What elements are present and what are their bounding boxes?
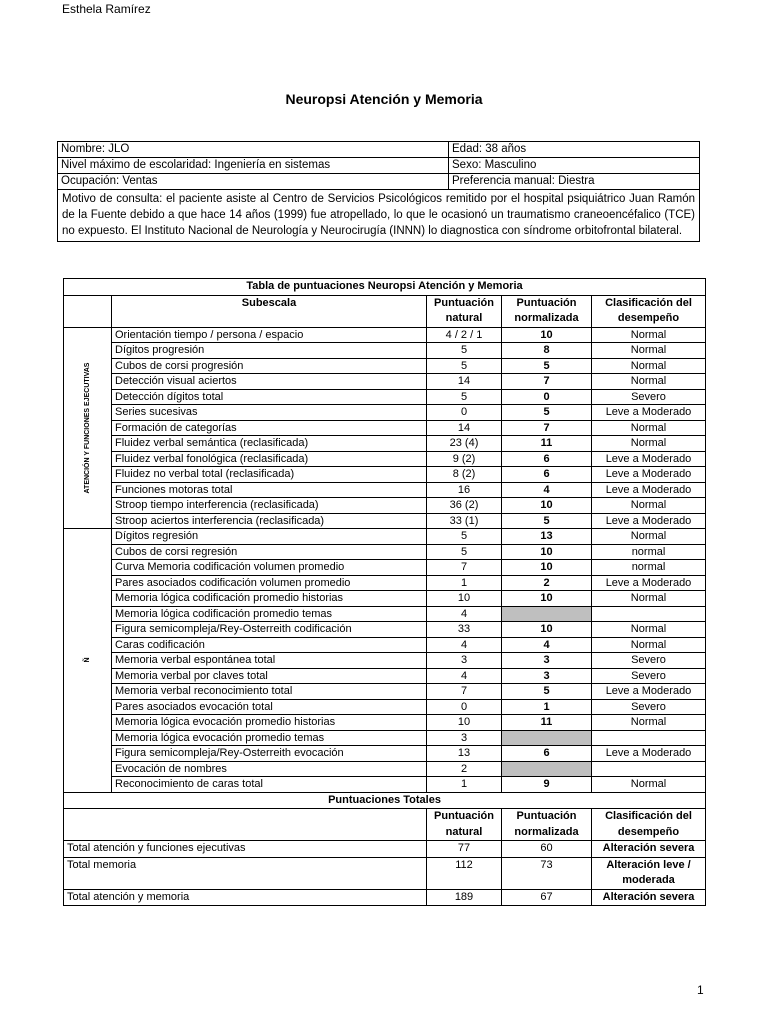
subscale-name: Memoria lógica evocación promedio temas: [112, 730, 427, 746]
table-row: [64, 560, 706, 576]
classification: Normal: [592, 622, 706, 638]
memory-group-label: Ñ: [83, 657, 91, 663]
subscale-name: Detección visual aciertos: [112, 374, 427, 390]
raw-score: 7: [427, 684, 502, 700]
table-row: [64, 761, 706, 777]
table-row: [64, 389, 706, 405]
total-name: Total memoria: [64, 857, 427, 889]
raw-score: 14: [427, 374, 502, 390]
table-row: [64, 544, 706, 560]
raw-score: 33: [427, 622, 502, 638]
table-row: [64, 358, 706, 374]
normalized-score: 3: [502, 668, 592, 684]
table-row: [64, 606, 706, 622]
normalized-score: 5: [502, 405, 592, 421]
classification: Leve a Moderado: [592, 684, 706, 700]
subscale-name: Fluidez verbal fonológica (reclasificada): [112, 451, 427, 467]
normalized-score: 4: [502, 482, 592, 498]
raw-score: 5: [427, 544, 502, 560]
total-name: Total atención y funciones ejecutivas: [64, 841, 427, 858]
subscale-name: Fluidez no verbal total (reclasificada): [112, 467, 427, 483]
normalized-score: 7: [502, 420, 592, 436]
subscale-name: Memoria verbal reconocimiento total: [112, 684, 427, 700]
classification: Normal: [592, 358, 706, 374]
table-row: [64, 529, 706, 545]
subscale-name: Memoria lógica evocación promedio historias: [112, 715, 427, 731]
classification: Normal: [592, 715, 706, 731]
normalized-score: 6: [502, 451, 592, 467]
normalized-score: 6: [502, 467, 592, 483]
normalized-score: 6: [502, 746, 592, 762]
subscale-name: Pares asociados evocación total: [112, 699, 427, 715]
normalized-score: 13: [502, 529, 592, 545]
subscale-name: Funciones motoras total: [112, 482, 427, 498]
classification: normal: [592, 560, 706, 576]
header-raw-score: Puntuación natural: [427, 295, 502, 327]
attention-group: [64, 327, 112, 529]
normalized-score: 9: [502, 777, 592, 793]
header-normalized-score: Puntuación normalizada: [502, 295, 592, 327]
subscale-name: Formación de categorías: [112, 420, 427, 436]
normalized-score: [502, 730, 592, 746]
raw-score: 2: [427, 761, 502, 777]
raw-score: 9 (2): [427, 451, 502, 467]
normalized-score: [502, 761, 592, 777]
raw-score: 7: [427, 560, 502, 576]
patient-handedness: Preferencia manual: Diestra: [449, 174, 700, 190]
classification: [592, 606, 706, 622]
subscale-name: Pares asociados codificación volumen promedio: [112, 575, 427, 591]
total-classification: Alteración severa: [592, 889, 706, 906]
normalized-score: 10: [502, 591, 592, 607]
table-row: [64, 684, 706, 700]
raw-score: 4: [427, 637, 502, 653]
total-name: Total atención y memoria: [64, 889, 427, 906]
raw-score: 13: [427, 746, 502, 762]
normalized-score: 11: [502, 436, 592, 452]
subscale-name: Memoria verbal por claves total: [112, 668, 427, 684]
total-normalized-score: 67: [502, 889, 592, 906]
classification: Leve a Moderado: [592, 513, 706, 529]
raw-score: 8 (2): [427, 467, 502, 483]
raw-score: 14: [427, 420, 502, 436]
subscale-name: Series sucesivas: [112, 405, 427, 421]
normalized-score: 3: [502, 653, 592, 669]
classification: Severo: [592, 653, 706, 669]
table-row: [64, 451, 706, 467]
subscale-name: Cubos de corsi progresión: [112, 358, 427, 374]
normalized-score: 4: [502, 637, 592, 653]
total-raw-score: 189: [427, 889, 502, 906]
total-normalized-score: 73: [502, 857, 592, 889]
table-row: [64, 482, 706, 498]
subscale-name: Curva Memoria codificación volumen promedio: [112, 560, 427, 576]
author-name: Esthela Ramírez: [62, 2, 151, 16]
table-row: [64, 513, 706, 529]
table-row: [64, 575, 706, 591]
raw-score: 3: [427, 653, 502, 669]
raw-score: 0: [427, 699, 502, 715]
header-classification: Clasificación del desempeño: [592, 295, 706, 327]
classification: Leve a Moderado: [592, 482, 706, 498]
normalized-score: 7: [502, 374, 592, 390]
table-row: [64, 436, 706, 452]
raw-score: 4: [427, 606, 502, 622]
table-row: [64, 715, 706, 731]
raw-score: 10: [427, 715, 502, 731]
patient-info-table: [57, 141, 700, 242]
classification: Normal: [592, 529, 706, 545]
raw-score: 4: [427, 668, 502, 684]
classification: Severo: [592, 389, 706, 405]
raw-score: 4 / 2 / 1: [427, 327, 502, 343]
subscale-name: Figura semicompleja/Rey-Osterreith evocación: [112, 746, 427, 762]
subscale-name: Orientación tiempo / persona / espacio: [112, 327, 427, 343]
subscale-name: Memoria lógica codificación promedio temas: [112, 606, 427, 622]
classification: Normal: [592, 591, 706, 607]
classification: Normal: [592, 637, 706, 653]
table-row: [64, 498, 706, 514]
patient-name: Nombre: JLO: [58, 142, 449, 158]
table-row: [64, 637, 706, 653]
subscale-name: Dígitos progresión: [112, 343, 427, 359]
raw-score: 36 (2): [427, 498, 502, 514]
page-number: 1: [697, 983, 704, 997]
normalized-score: 5: [502, 358, 592, 374]
raw-score: 5: [427, 529, 502, 545]
normalized-score: 10: [502, 498, 592, 514]
total-classification: Alteración leve / moderada: [592, 857, 706, 889]
totals-header-blank: [64, 809, 427, 841]
classification: normal: [592, 544, 706, 560]
classification: Normal: [592, 374, 706, 390]
table-row: [64, 420, 706, 436]
table-row: [64, 327, 706, 343]
total-classification: Alteración severa: [592, 841, 706, 858]
total-raw-score: 112: [427, 857, 502, 889]
subscale-name: Stroop tiempo interferencia (reclasificada): [112, 498, 427, 514]
classification: Leve a Moderado: [592, 575, 706, 591]
table-row: [64, 777, 706, 793]
normalized-score: 11: [502, 715, 592, 731]
subscale-name: Memoria verbal espontánea total: [112, 653, 427, 669]
totals-row: [64, 841, 706, 858]
table-row: [64, 730, 706, 746]
scores-table-title: Tabla de puntuaciones Neuropsi Atención y Memoria: [64, 279, 706, 296]
classification: Severo: [592, 699, 706, 715]
table-row: [64, 405, 706, 421]
header-blank-cell: [64, 295, 112, 327]
subscale-name: Caras codificación: [112, 637, 427, 653]
subscale-name: Stroop aciertos interferencia (reclasificada): [112, 513, 427, 529]
table-row: [64, 622, 706, 638]
subscale-name: Cubos de corsi regresión: [112, 544, 427, 560]
classification: Normal: [592, 343, 706, 359]
normalized-score: 1: [502, 699, 592, 715]
patient-occupation: Ocupación: Ventas: [58, 174, 449, 190]
classification: Leve a Moderado: [592, 405, 706, 421]
normalized-score: 5: [502, 684, 592, 700]
total-raw-score: 77: [427, 841, 502, 858]
classification: Leve a Moderado: [592, 451, 706, 467]
normalized-score: 10: [502, 327, 592, 343]
subscale-name: Figura semicompleja/Rey-Osterreith codificación: [112, 622, 427, 638]
raw-score: 5: [427, 389, 502, 405]
classification: Leve a Moderado: [592, 467, 706, 483]
memory-group: [64, 529, 112, 793]
totals-title: Puntuaciones Totales: [64, 792, 706, 809]
classification: [592, 761, 706, 777]
header-subscale: Subescala: [112, 295, 427, 327]
subscale-name: Evocación de nombres: [112, 761, 427, 777]
subscale-name: Memoria lógica codificación promedio historias: [112, 591, 427, 607]
scores-table: [63, 278, 706, 906]
raw-score: 16: [427, 482, 502, 498]
table-row: [64, 374, 706, 390]
subscale-name: Fluidez verbal semántica (reclasificada): [112, 436, 427, 452]
raw-score: 0: [427, 405, 502, 421]
raw-score: 5: [427, 343, 502, 359]
consultation-reason: Motivo de consulta: el paciente asiste al Centro de Servicios Psicológicos remitido por el hospital psiquiátrico Juan Ramón de la Fuente debido a que hace 14 años (1999) fue atropellado, lo que le ocasionó un traumatismo craneoencéfalico (TCE) no expuesto. El Instituto Nacional de Neurología y Neurocirugía (INNN) lo diagnostica con síndrome orbitofrontal bilateral.: [58, 190, 700, 242]
raw-score: 3: [427, 730, 502, 746]
classification: Normal: [592, 420, 706, 436]
attention-group-label: ATENCIÓN Y FUNCIONES EJECUTIVAS: [83, 362, 91, 494]
table-row: [64, 467, 706, 483]
totals-header-classification: Clasificación del desempeño: [592, 809, 706, 841]
normalized-score: 8: [502, 343, 592, 359]
document-title: Neuropsi Atención y Memoria: [285, 91, 483, 107]
table-row: [64, 699, 706, 715]
normalized-score: 10: [502, 622, 592, 638]
subscale-name: Dígitos regresión: [112, 529, 427, 545]
total-normalized-score: 60: [502, 841, 592, 858]
patient-education: Nivel máximo de escolaridad: Ingeniería en sistemas: [58, 158, 449, 174]
table-row: [64, 746, 706, 762]
table-row: [64, 591, 706, 607]
table-row: [64, 653, 706, 669]
raw-score: 23 (4): [427, 436, 502, 452]
table-row: [64, 668, 706, 684]
totals-row: [64, 857, 706, 889]
totals-header-raw: Puntuación natural: [427, 809, 502, 841]
raw-score: 1: [427, 575, 502, 591]
normalized-score: 5: [502, 513, 592, 529]
raw-score: 1: [427, 777, 502, 793]
raw-score: 10: [427, 591, 502, 607]
totals-header-normalized: Puntuación normalizada: [502, 809, 592, 841]
normalized-score: [502, 606, 592, 622]
normalized-score: 10: [502, 560, 592, 576]
normalized-score: 10: [502, 544, 592, 560]
totals-row: [64, 889, 706, 906]
raw-score: 33 (1): [427, 513, 502, 529]
subscale-name: Reconocimiento de caras total: [112, 777, 427, 793]
normalized-score: 2: [502, 575, 592, 591]
classification: Normal: [592, 436, 706, 452]
patient-sex: Sexo: Masculino: [449, 158, 700, 174]
classification: Leve a Moderado: [592, 746, 706, 762]
table-row: [64, 343, 706, 359]
normalized-score: 0: [502, 389, 592, 405]
classification: Normal: [592, 498, 706, 514]
subscale-name: Detección dígitos total: [112, 389, 427, 405]
classification: Normal: [592, 777, 706, 793]
raw-score: 5: [427, 358, 502, 374]
classification: Normal: [592, 327, 706, 343]
patient-age: Edad: 38 años: [449, 142, 700, 158]
classification: Severo: [592, 668, 706, 684]
classification: [592, 730, 706, 746]
